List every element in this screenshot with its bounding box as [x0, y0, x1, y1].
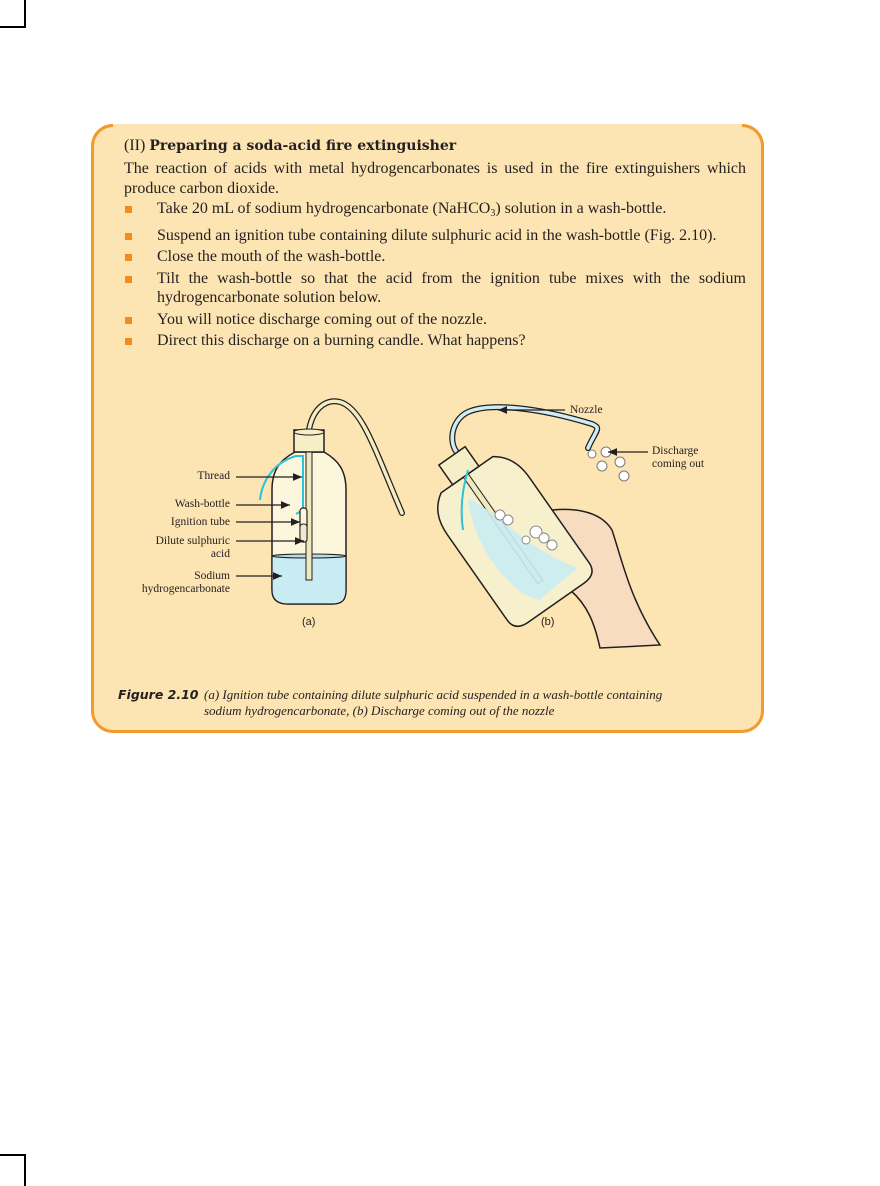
- panel-a-caption: (a): [302, 616, 316, 628]
- activity-number: (II): [124, 137, 146, 154]
- figure-caption: [118, 687, 748, 719]
- label-nozzle: Nozzle: [570, 404, 603, 416]
- label-thread: Thread: [197, 470, 230, 482]
- activity-intro: The reaction of acids with metal hydrogencarbonates is used in the fire extinguishers which produce carbon dioxide.: [124, 160, 746, 197]
- box-corner: [91, 124, 113, 146]
- activity-steps: [124, 199, 746, 353]
- caption-line-1: (a) Ignition tube containing dilute sulphuric acid suspended in a wash-bottle containing: [204, 687, 663, 702]
- activity-title: Preparing a soda-acid fire extinguisher: [149, 138, 457, 154]
- label-wash-bottle: Wash-bottle: [174, 498, 230, 510]
- caption-line-2: sodium hydrogencarbonate, (b) Discharge coming out of the nozzle: [204, 703, 555, 718]
- step-item: You will notice discharge coming out of the nozzle.: [124, 310, 746, 330]
- box-corner: [742, 124, 764, 146]
- step-item: Direct this discharge on a burning candle. What happens?: [124, 331, 746, 351]
- label-sodium-hydrogencarbonate: Sodium hydrogencarbonate: [141, 570, 230, 595]
- step-item: Close the mouth of the wash-bottle.: [124, 247, 746, 267]
- panel-b-caption: (b): [541, 616, 555, 628]
- step-item: Suspend an ignition tube containing dilute sulphuric acid in the wash-bottle (Fig. 2.10).: [124, 226, 746, 246]
- figure-2-10: [100, 390, 760, 660]
- crop-mark-top-left: [0, 0, 26, 28]
- activity-heading: [124, 137, 456, 155]
- figure-label: Figure 2.10: [118, 687, 199, 702]
- wash-bottle-upright-icon: [260, 401, 402, 604]
- label-ignition-tube: Ignition tube: [170, 516, 230, 528]
- label-discharge: Discharge coming out: [652, 445, 705, 470]
- step-item: Tilt the wash-bottle so that the acid from the ignition tube mixes with the sodium hydrogencarbonate solution below.: [124, 269, 746, 308]
- step-item: Take 20 mL of sodium hydrogencarbonate (NaHCO$_3$) solution in a wash-bottle.: [124, 199, 746, 224]
- wash-bottle-tilted-icon: [412, 407, 660, 648]
- crop-mark-bottom-left: [0, 1154, 26, 1186]
- label-dilute-acid: Dilute sulphuric acid: [155, 535, 230, 560]
